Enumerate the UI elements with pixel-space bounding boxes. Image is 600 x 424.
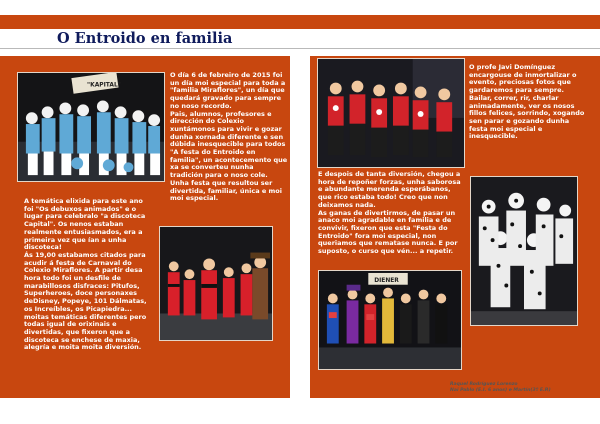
article-tematica: A temática elixida para este ano foi "Os debuxos animados" e o lugar para celebralo "a discoteca Capital". Os nenos estaban realmente entusiasmados, era a primeira vez que ían a unha discoteca! Ás 19,00 estabamos citados para acudir á festa de Carnaval do Colexio Miraflores. A partir desa hora todo foi un desfile de marabillosos disfraces: Pitufos, Superheroes, doce personaxes deDisney, Popeye, 101 Dálmatas, os Increíbles, os Picapiedra... moitas temáticas diferentes pero todas igual de orixinais e divertidas, que fixeron que a discoteca se enchese de maxia, alegría e moita moita diversión. <box>24 197 147 352</box>
top-accent-bar <box>0 15 600 29</box>
title-divider <box>0 48 600 49</box>
photo-superheroes <box>318 270 462 370</box>
stage-sign-text: DIENER <box>374 277 399 284</box>
article-intro: O día 6 de febreiro de 2015 foi un día moi especial para toda a "familia Miraflores", un día que quedará gravado para sempre no noso recordo. Pais, alumnos, profesores e dirección do Colexio xuntámonos para vivir e gozar dunha xornada diferente e sen dúbida inesquecible para todos "A festa do Entroido en familia", un acontecemento que xa se converteu nunha tradición para o noso cole. Unha festa que resultou ser divertida, familiar, única e moi moi especial. <box>170 71 288 203</box>
article-merenda: E despois de tanta diversión, chegou a hora de repoñer forzas, unha saborosa e abundante merenda esperábanos, que rico estaba todo! Creo que non deixamos nada. As ganas de divertirmos, de pasar un anaco moi agradable en familia e de convivir, fixeron que esta "Festa do Entroido" fora moi especial, non queriamos que rematase nunca. E por suposto, o curso que vén... a repetir. <box>318 170 461 256</box>
article-profe: O profe Javi Domínguez encargouse de inmortalizar o evento, preciosas fotos que gardaremos para sempre. Bailar, correr, rir, charlar animadamente, ver os nosos fillos felices, sorrindo, xogando sen parar e gozando dunha festa moi especial e inesquecible. <box>469 63 585 141</box>
sign-text: "KAPITAL" <box>87 82 121 89</box>
photo-popeye-group <box>317 58 465 168</box>
photo-credits: Raquel Rodríguez Lorenzo Nai Pablo (E.I. 6 anos) e Martín(3º E.P.) <box>450 382 551 394</box>
photo-dalmatians <box>470 176 578 326</box>
photo-smurfs-group <box>17 72 165 182</box>
photo-incredibles-family <box>159 226 273 341</box>
page-title: O Entroido en familia <box>57 30 233 47</box>
